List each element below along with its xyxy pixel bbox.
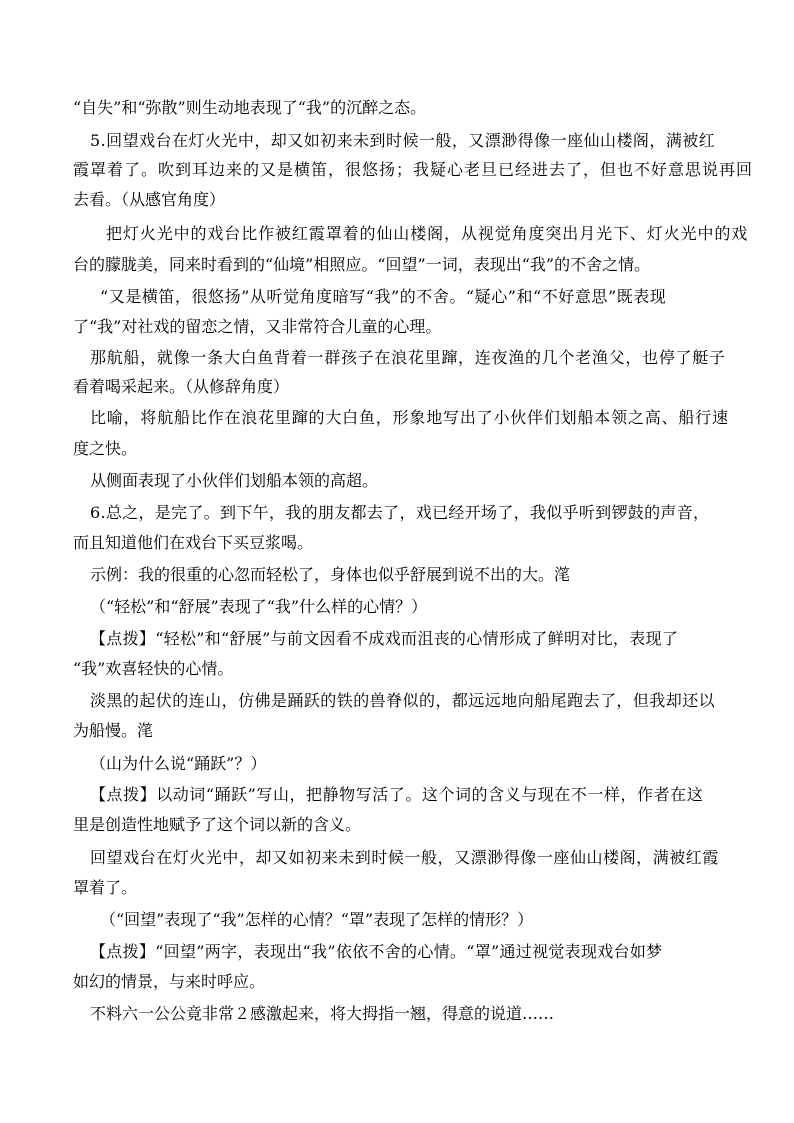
text-line: 6.总之，是完了。到下午，我的朋友都去了，戏已经开场了，我似乎听到锣鼓的声音， — [90, 503, 710, 522]
text-line: 霞罩着了。吹到耳边来的又是横笛，很悠扬；我疑心老旦已经进去了，但也不好意思说再回 — [73, 160, 754, 179]
text-line: 不料六一公公竟非常２感激起来，将大拇指一翘，得意的说道…… — [90, 1004, 555, 1023]
text-line: 了“我”对社戏的留恋之情，又非常符合儿童的心理。 — [73, 317, 442, 336]
text-line: “又是横笛，很悠扬”从听觉角度暗写“我”的不舍。“疑心”和“不好意思”既表现 — [100, 287, 667, 306]
text-line: 比喻，将航船比作在浪花里蹿的大白鱼，形象地写出了小伙伴们划船本领之高、船行速 — [90, 408, 729, 427]
text-line: （“回望”表现了“我”怎样的心情？“罩”表现了怎样的情形？） — [100, 910, 534, 929]
text-line: 淡黑的起伏的连山，仿佛是踊跃的铁的兽脊似的，都远远地向船尾跑去了，但我却还以 — [90, 691, 716, 710]
text-line: 如幻的情景，与来时呼应。 — [73, 972, 266, 991]
text-line: 把灯火光中的戏台比作被红霞罩着的仙山楼阁，从视觉角度突出月光下、灯火光中的戏 — [106, 224, 749, 243]
text-line: 度之快。 — [73, 439, 138, 458]
text-line: 【点拨】“轻松”和“舒展”与前文因看不成戏而沮丧的心情形成了鲜明对比，表现了 — [90, 629, 679, 648]
text-line: 罩着了。 — [73, 878, 138, 897]
text-line: 回望戏台在灯火光中，却又如初来未到时候一般，又漂渺得像一座仙山楼阁，满被红霞 — [90, 848, 719, 867]
text-line: 5.回望戏台在灯火光中，却又如初来未到时候一般，又漂渺得像一座仙山楼阁，满被红 — [90, 131, 716, 150]
text-line: 去看。（从感官角度） — [73, 190, 226, 209]
text-line: 为船慢。滗 — [73, 721, 154, 740]
text-line: 【点拨】以动词“踊跃”写山，把静物写活了。这个词的含义与现在不一样，作者在这 — [90, 785, 704, 804]
text-line: 台的朦胧美，同来时看到的“仙境”相照应。“回望”一词，表现出“我”的不舍之情。 — [73, 255, 651, 274]
text-line: “自失”和“弥散”则生动地表现了“我”的沉醉之态。 — [73, 98, 427, 117]
text-line: （“轻松”和“舒展”表现了“我”什么样的心情？） — [90, 597, 428, 616]
text-line: 而且知道他们在戏台下买豆浆喝。 — [73, 533, 314, 552]
text-line: 【点拨】“回望”两字，表现出“我”依依不舍的心情。“罩”通过视觉表现戏台如梦 — [90, 942, 663, 961]
text-line: 那航船，就像一条大白鱼背着一群孩子在浪花里蹿，连夜渔的几个老渔父，也停了艇子 — [90, 348, 726, 367]
text-line: “我”欢喜轻快的心情。 — [73, 659, 234, 678]
text-line: 看着喝采起来。（从修辞角度） — [73, 377, 290, 396]
text-line: 从侧面表现了小伙伴们划船本领的高超。 — [90, 471, 379, 490]
text-line: 示例：我的很重的心忽而轻松了，身体也似乎舒展到说不出的大。滗 — [90, 565, 571, 584]
text-line: 里是创造性地赋予了这个词以新的含义。 — [73, 815, 362, 834]
text-line: （山为什么说“踊跃”？） — [90, 754, 267, 773]
